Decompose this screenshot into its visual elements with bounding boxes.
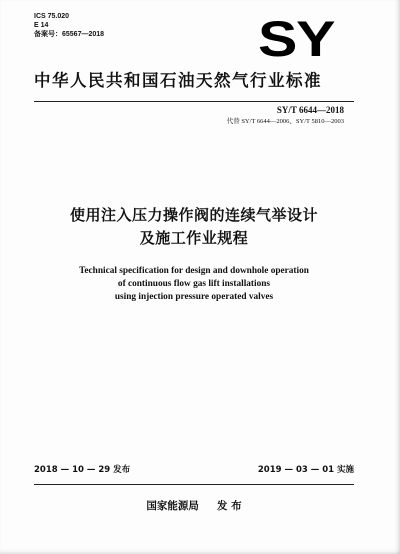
sy-logo: SY — [258, 11, 335, 67]
record-number: 备案号：65567—2018 — [34, 31, 105, 38]
implementation-date: 2019 — 03 — 01 实施 — [257, 465, 354, 475]
english-title — [34, 265, 354, 304]
ics-code: ICS 75.020 — [34, 13, 70, 20]
replaced-standards: 代替 SY/T 6644—2006、SY/T 5810—2003 — [226, 118, 344, 125]
category-code: E 14 — [34, 22, 49, 29]
english-title-line-2: of continuous flow gas lift installations — [117, 279, 271, 289]
classification-block — [34, 12, 104, 39]
standard-type-heading: 中华人民共和国石油天然气行业标准 — [34, 71, 322, 90]
chinese-title-line-1: 使用注入压力操作阀的连续气举设计 — [69, 206, 318, 224]
english-title-line-1: Technical specification for design and downhole operation — [79, 266, 309, 276]
issuer-action: 发 布 — [216, 500, 242, 512]
standard-code: SY/T 6644—2018 — [276, 105, 344, 115]
chinese-title — [34, 204, 354, 250]
chinese-title-line-2: 及施工作业规程 — [139, 229, 249, 247]
bottom-divider — [34, 484, 354, 485]
top-divider — [34, 101, 354, 102]
issuer-name: 国家能源局 — [146, 500, 199, 512]
issue-date: 2018 — 10 — 29 发布 — [34, 465, 131, 475]
english-title-line-3: using injection pressure operated valves — [114, 292, 274, 302]
issuing-authority — [34, 499, 354, 513]
